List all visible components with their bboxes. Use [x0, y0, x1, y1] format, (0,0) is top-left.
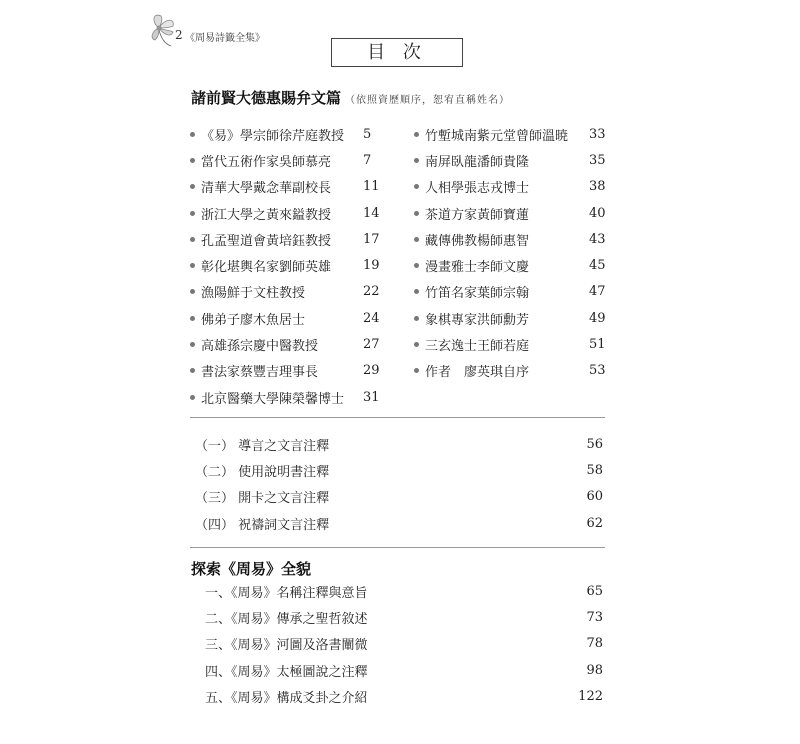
- bullet-icon: [414, 184, 419, 189]
- toc-entry[interactable]: [195, 484, 605, 510]
- entry-text: 一、《周易》名稱注釋與意旨: [205, 585, 368, 601]
- page-header: [145, 8, 345, 48]
- entry-text: （四） 祝禱詞文言注釋: [195, 517, 330, 533]
- entry-text: 佛弟子廖木魚居士: [201, 312, 306, 328]
- entry-page: 24: [363, 310, 380, 326]
- toc-entry[interactable]: [414, 358, 610, 384]
- toc-entry[interactable]: [190, 174, 400, 200]
- entry-text: 清華大學戴念華副校長: [201, 181, 332, 197]
- toc-entry[interactable]: [414, 226, 610, 252]
- entry-page: 78: [586, 636, 603, 652]
- bullet-icon: [414, 263, 419, 268]
- bullet-icon: [190, 368, 195, 373]
- toc-entry[interactable]: [414, 121, 610, 147]
- preface-list-left: [190, 121, 400, 410]
- entry-page: 14: [363, 205, 380, 221]
- entry-page: 35: [589, 152, 606, 168]
- toc-entry[interactable]: [205, 604, 605, 630]
- bullet-icon: [414, 316, 419, 321]
- entry-page: 53: [589, 363, 606, 379]
- entry-page: 27: [363, 337, 380, 353]
- toc-entry[interactable]: [190, 305, 400, 331]
- entry-text: 漁陽鮮于文柱教授: [201, 286, 306, 302]
- entry-page: 19: [363, 258, 380, 274]
- entry-text: （二） 使用說明書注釋: [195, 464, 330, 480]
- toc-entry[interactable]: [195, 510, 605, 536]
- entry-text: 彰化堪輿名家劉師英雄: [201, 260, 332, 276]
- entry-page: 29: [363, 363, 380, 379]
- entry-text: 竹笛名家葉師宗翰: [425, 286, 530, 302]
- entry-page: 62: [586, 515, 603, 531]
- entry-page: 98: [586, 662, 603, 678]
- bullet-icon: [414, 342, 419, 347]
- entry-page: 65: [586, 583, 603, 599]
- entry-text: 當代五術作家吳師慕亮: [201, 154, 332, 170]
- section-heading-text: 諸前賢大德惠賜弁文篇: [191, 89, 342, 107]
- entry-page: 38: [589, 179, 606, 195]
- toc-entry[interactable]: [190, 252, 400, 278]
- entry-page: 5: [363, 126, 372, 142]
- toc-entry[interactable]: [190, 121, 400, 147]
- entry-page: 31: [363, 389, 380, 405]
- toc-entry[interactable]: [414, 305, 610, 331]
- bullet-icon: [414, 368, 419, 373]
- entry-text: 三、《周易》河圖及洛書闡微: [205, 638, 368, 654]
- entry-page: 11: [363, 179, 380, 195]
- entry-page: 43: [589, 231, 606, 247]
- section-heading-explore: 探索《周易》全貌: [191, 560, 312, 578]
- entry-page: 33: [589, 126, 606, 142]
- entry-text: 漫畫雅士李師文慶: [425, 260, 530, 276]
- bullet-icon: [414, 289, 419, 294]
- toc-entry[interactable]: [414, 174, 610, 200]
- bullet-icon: [190, 263, 195, 268]
- entry-page: 56: [586, 436, 603, 452]
- bullet-icon: [190, 395, 195, 400]
- entry-page: 58: [586, 462, 603, 478]
- toc-entry[interactable]: [190, 331, 400, 357]
- entry-page: 73: [586, 609, 603, 625]
- entry-text: 南屏臥龍潘師貴隆: [425, 154, 530, 170]
- toc-entry[interactable]: [190, 200, 400, 226]
- bullet-icon: [190, 316, 195, 321]
- divider: [190, 547, 605, 548]
- toc-entry[interactable]: [195, 431, 605, 457]
- entry-page: 122: [578, 688, 603, 704]
- toc-entry[interactable]: [190, 226, 400, 252]
- entry-page: 17: [363, 231, 380, 247]
- entry-page: 22: [363, 284, 380, 300]
- bullet-icon: [414, 211, 419, 216]
- entry-page: 51: [589, 337, 606, 353]
- section-heading-prefaces: [191, 87, 510, 108]
- entry-text: 北京醫藥大學陳榮馨博士: [201, 391, 345, 407]
- bullet-icon: [190, 211, 195, 216]
- entry-text: 藏傳佛教楊師惠智: [425, 233, 530, 249]
- entry-text: 四、《周易》太極圖說之注釋: [205, 664, 368, 680]
- entry-page: 47: [589, 284, 606, 300]
- entry-text: 孔孟聖道會黃培鈺教授: [201, 233, 332, 249]
- entry-text: 茶道方家黃師寶蓮: [425, 207, 530, 223]
- entry-page: 7: [363, 152, 372, 168]
- entry-text: 二、《周易》傳承之聖哲敘述: [205, 611, 368, 627]
- toc-entry[interactable]: [205, 578, 605, 604]
- toc-title: 目 次: [331, 38, 463, 67]
- bullet-icon: [190, 237, 195, 242]
- section-heading-note: （依照資歷順序，恕宥直稱姓名）: [345, 95, 511, 106]
- toc-entry[interactable]: [414, 331, 610, 357]
- entry-text: 竹塹城南紫元堂曾師溫暁: [425, 128, 569, 144]
- entry-text: 五、《周易》構成爻卦之介紹: [205, 690, 368, 706]
- toc-entry[interactable]: [190, 147, 400, 173]
- entry-page: 49: [589, 310, 606, 326]
- entry-text: 人相學張志戎博士: [425, 181, 530, 197]
- entry-text: （一） 導言之文言注釋: [195, 438, 330, 454]
- page-number: 2: [175, 28, 183, 42]
- annotation-list: [195, 431, 605, 536]
- toc-entry[interactable]: [205, 683, 605, 709]
- entry-text: 書法家蔡豐吉理事長: [201, 365, 319, 381]
- entry-text: 浙江大學之黃來鎰教授: [201, 207, 332, 223]
- bullet-icon: [190, 289, 195, 294]
- explore-list: [205, 578, 605, 709]
- toc-entry[interactable]: [414, 200, 610, 226]
- entry-text: 《易》學宗師徐芹庭教授: [201, 128, 345, 144]
- divider: [190, 417, 605, 418]
- bullet-icon: [190, 132, 195, 137]
- bullet-icon: [414, 237, 419, 242]
- bullet-icon: [190, 342, 195, 347]
- toc-entry[interactable]: [195, 457, 605, 483]
- toc-entry[interactable]: [190, 279, 400, 305]
- toc-entry[interactable]: [190, 384, 400, 410]
- entry-page: 40: [589, 205, 606, 221]
- entry-text: 高雄孫宗慶中醫教授: [201, 339, 319, 355]
- entry-text: 作者 廖英琪自序: [425, 365, 530, 381]
- preface-list-right: [414, 121, 610, 384]
- entry-text: 三玄逸士王師若庭: [425, 339, 530, 355]
- bullet-icon: [190, 158, 195, 163]
- toc-entry[interactable]: [414, 252, 610, 278]
- toc-entry[interactable]: [205, 657, 605, 683]
- entry-page: 45: [589, 258, 606, 274]
- entry-page: 60: [586, 489, 603, 505]
- bullet-icon: [414, 132, 419, 137]
- bullet-icon: [414, 158, 419, 163]
- bullet-icon: [190, 184, 195, 189]
- running-book-title: 《周易詩籤全集》: [185, 33, 265, 44]
- toc-entry[interactable]: [414, 279, 610, 305]
- toc-entry[interactable]: [414, 147, 610, 173]
- toc-entry[interactable]: [205, 631, 605, 657]
- toc-entry[interactable]: [190, 358, 400, 384]
- entry-text: （三） 開卡之文言注釋: [195, 491, 330, 507]
- entry-text: 象棋專家洪師勳芳: [425, 312, 530, 328]
